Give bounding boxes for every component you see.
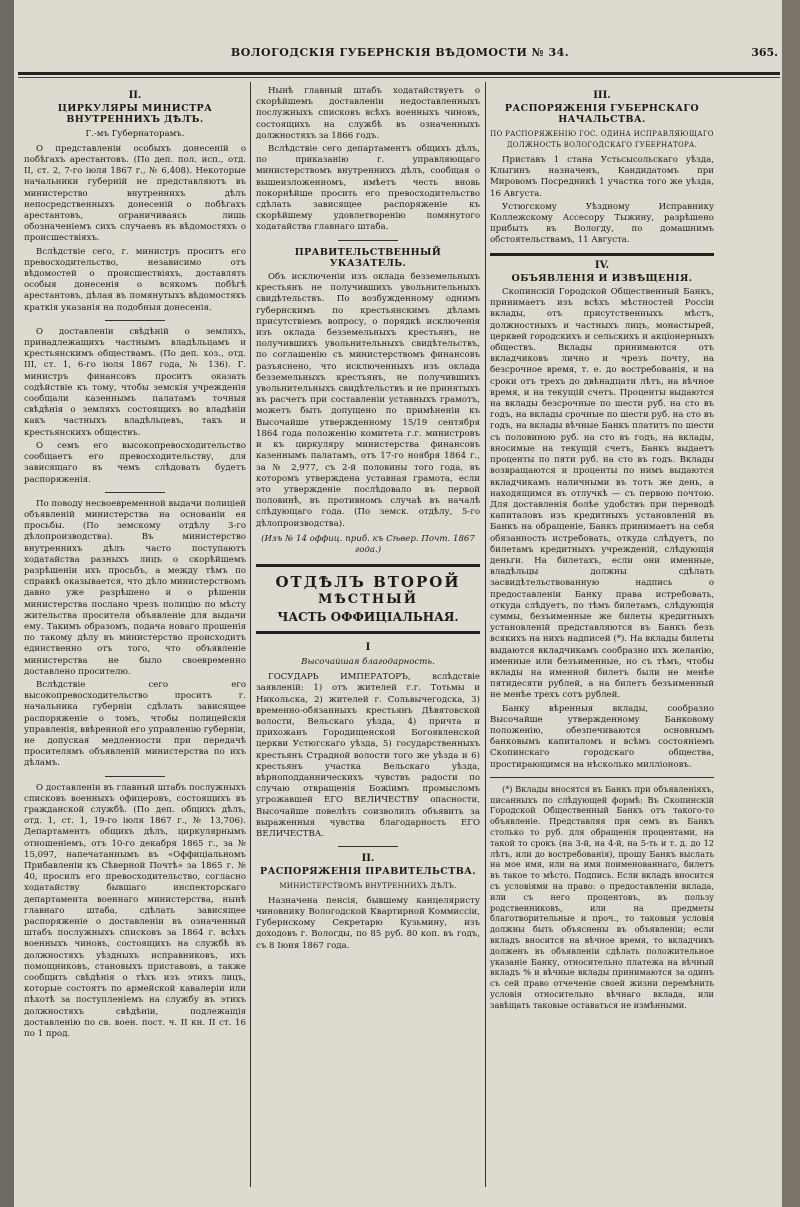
paragraph: Вслѣдствіе сего департаментъ общихъ дѣлъ, по приказанію г. управляющаго министерствомъ внутреннихъ дѣлъ, сообщая о вышеизложенномъ, имѣетъ честь вновь покорнѣйше просить его превосходительство сдѣлать зависящее распоряженіе къ скорѣйшему удовлетворенію помянутого ходатайства главнаго штаба. <box>256 144 480 233</box>
divider <box>105 320 165 321</box>
banner-line-1: ОТДѢЛЪ ВТОРОЙ <box>275 573 461 592</box>
paragraph: По поводу несвоевременной выдачи полиціей объявленій министерства на основаніи ея просьбы. (По земскому отдѣлу 3-го дѣлопроизводства). Въ министерство внутреннихъ дѣлъ часто поступаютъ ходатайства разныхъ лицъ о скорѣйшемъ разрѣшеніи ихъ просьбъ, а между тѣмъ по справкѣ оказывается, что дѣло министерствомъ давно уже разрѣшено и о рѣшеніи министерства послано чрезъ полицію по мѣсту жительства просителя объявленіе для выдачи ему. Такимъ образомъ, подача новаго прошенія по такому дѣлу въ министерство происходитъ единственно отъ того, что объявленіе министерства не было своевременно доставлено просителю. <box>24 498 246 677</box>
newspaper-title: ВОЛОГОДСКІЯ ГУБЕРНСКІЯ ВѢДОМОСТИ № 34. <box>230 46 570 59</box>
column-divider <box>250 82 251 1187</box>
section-heading: РАСПОРЯЖЕНІЯ ПРАВИТЕЛЬСТВА. <box>260 866 476 878</box>
section-number: II. <box>128 90 142 101</box>
column-1 <box>24 86 246 1187</box>
section-number: I <box>365 641 371 653</box>
section-heading: РАСПОРЯЖЕНІЯ ГУБЕРНСКАГО НАЧАЛЬСТВА. <box>504 103 700 126</box>
addressee: Г.-мъ Губернаторамъ. <box>85 128 185 139</box>
paragraph: Вслѣдствіе сего его высокопревосходительство проситъ г. начальника губерніи сдѣлать зависящее распоряженіе о томъ, чтобы полицейскія управленія, ввѣренной его управленію губерніи, не допуская медленности при передачѣ просителямъ объявленій министерства по ихъ дѣламъ. <box>24 679 246 769</box>
section-heading: ОБЪЯВЛЕНІЯ И ИЗВѢЩЕНІЯ. <box>511 272 693 284</box>
paragraph: Нынѣ главный штабъ ходатайствуетъ о скорѣйшемъ доставленіи недоставленныхъ послужныхъ списковъ всѣхъ военныхъ чиновъ, состоящихъ на службѣ въ означенныхъ должностяхъ за 1866 годъ. <box>256 86 480 141</box>
paragraph: О семъ его высокопревосходительство сообщаетъ его превосходительству, для зависящаго въ чемъ слѣдовать будетъ распоряженія. <box>24 440 246 485</box>
paragraph: О доставленіи въ главный штабъ послужныхъ списковъ военныхъ офицеровъ, состоящихъ въ гражданской службѣ. (По деп. общихъ дѣлъ, отд. 1, ст. 1, 19-го іюля 1867 г., № 13,706). Департаментъ общихъ дѣлъ, циркулярнымъ отношеніемъ, отъ 10-го декабря 1865 г., за № 15,097, напечатаннымъ въ «Оффиціальномъ Прибавленіи къ Сѣверной Почтѣ» за 1865 г. № 40, просилъ его превосходительство, согласно ходатайству бывшаго инспекторскаго департамента военнаго министерства, нынѣ главнаго штаба, сдѣлать зависящее распоряженіе о доставленіи въ означенный штабъ послужныхъ списковъ за 1864 г. всѣхъ военныхъ чиновъ, состоящихъ на службѣ въ должностяхъ уѣздныхъ исправниковъ, ихъ помощниковъ, становыхъ приставовъ, а также сообщить свѣдѣнія о тѣхъ изъ этихъ лицъ, которые состоятъ по армейской кавалеріи или пѣхотѣ за поступленіемъ на службу въ этихъ должностяхъ свѣдѣніи, подлежащія доставленію по св. воен. пост. ч. II кн. II ст. 16 по 1 прод. <box>24 782 246 1040</box>
section-heading: ПРАВИТЕЛЬСТВЕННЫЙ УКАЗАТЕЛЬ. <box>294 246 442 269</box>
paragraph: ГОСУДАРЬ ИМПЕРАТОРЪ, вслѣдствіе заявленій: 1) отъ жителей г.г. Тотьмы и Никольска, 2) жителей г. Сольвычегодска, 3) временно-обязанныхъ крестьянъ Дѣвятовской волости, Вельскаго уѣзда, 4) причта и прихожанъ Городищенской Богоявленской церкви Устюгскаго уѣзда, 5) государственныхъ крестьянъ Страдной волости того же уѣзда и 6) крестьянъ участка Вельскаго уѣзда, вѣрноподданническихъ чувствъ радости по случаю отвращенія Божіимъ промысломъ угрожавшей ЕГО ВЕЛИЧЕСТВУ опасности, Высочайше повелѣть соизволилъ объявить за выраженныя чувства благодарность ЕГО ВЕЛИЧЕСТВА. <box>256 672 480 839</box>
page-number: 365. <box>751 46 778 59</box>
divider <box>105 492 165 493</box>
divider <box>338 240 398 241</box>
section-heading: ЦИРКУЛЯРЫ МИНИСТРА ВНУТРЕННИХЪ ДѢЛЪ. <box>57 103 213 126</box>
paragraph: Приставъ 1 стана Устьсысольскаго уѣзда, Клыгинъ назначенъ, Кандидатомъ при Мировомъ Посредникѣ 1 участка того же уѣзда, 16 Августа. <box>490 155 714 199</box>
divider <box>105 776 165 777</box>
paragraph: Устюгскому Уѣздному Исправнику Коллежскому Ассесору Тыжину, разрѣшено прибыть въ Вологду, по домашнимъ обстоятельствамъ, 11 Августа. <box>490 201 714 246</box>
banner-line-3: ЧАСТЬ ОФФИЦІАЛЬНАЯ. <box>277 609 459 624</box>
subsection-title: Высочайшая благодарность. <box>301 656 435 667</box>
section-banner <box>256 564 480 634</box>
paragraph: Объ исключеніи изъ оклада безземельныхъ крестьянъ не получившихъ увольнительныхъ свидѣтельствъ. По возбужденному однимъ губернскимъ по крестьянскимъ дѣламъ присутствіемъ вопросу, о порядкѣ исключенія изъ оклада безземельныхъ крестьянъ, не получившихъ увольнительныхъ свидѣтельствъ, по соглашенію съ министерствомъ финансовъ разъяснено, что исключенныхъ изъ оклада безземельныхъ крестьянъ, не получившихъ увольнительныхъ свидѣтельствъ и не принятыхъ въ расчетъ при составленіи уставныхъ грамотъ, можетъ быть допущено по примѣненіи къ Высочайше утвержденному 15/19 сентября 1864 года положенію комитета г.г. министровъ и къ циркуляру министерства финансовъ казеннымъ палатамъ, отъ 17-го ноября 1864 г., за № 2,977, съ 2-й половины того года, въ которомъ утверждена уставная грамота, если это утвержденіе послѣдовало въ первой половинѣ, въ противномъ случаѣ въ началѣ слѣдующаго года. (По земск. отдѣлу, 5-го дѣлопроизводства). <box>256 272 480 529</box>
ministry-label: МИНИСТЕРСТВОМЪ ВНУТРЕННИХЪ ДѢЛЪ. <box>279 881 457 890</box>
header-rule <box>18 72 780 75</box>
section-number: IV. <box>594 259 610 271</box>
column-2 <box>256 86 480 1187</box>
divider <box>490 777 714 778</box>
paragraph: Вслѣдствіе сего, г. министръ проситъ его превосходительство, независимо отъ вѣдомостей о происшествіяхъ, доставлять особыя донесенія о всякомъ побѣгѣ арестантовъ, дѣлая въ помянутыхъ вѣдомостяхъ краткія указанія на подобныя донесенія. <box>24 246 246 313</box>
paragraph: Назначена пенсія, бывшему канцеляристу чиновнику Вологодской Квартирной Коммиссіи, Губернскому Секретарю Кузьмину, изъ доходовъ г. Вологды, по 85 руб. 80 коп. въ годъ, съ 8 Іюня 1867 года. <box>256 895 480 951</box>
subheading: ПО РАСПОРЯЖЕНІЮ ГОС. ОДИНА ИСПРАВЛЯЮЩАГО ДОЛЖНОСТЬ ВОЛОГОДСКАГО ГУБЕРНАТОРА. <box>490 129 714 149</box>
paragraph: Скопинскій Городской Общественный Банкъ, принимаетъ изъ всѣхъ мѣстностей Россіи вклады, отъ присутственныхъ мѣстъ, должностныхъ и частныхъ лицъ, монастырей, церквей городскихъ и сельскихъ и акціонерныхъ обществъ. Вклады принимаются отъ вкладчиковъ лично и чрезъ почту, на безсрочное время, т. е. до востребованія, и на сроки отъ трехъ до двѣнадцати лѣтъ, на вѣчное время, и на текущій счетъ. Проценты выдаются на вклады безсрочные по шести руб. на сто въ годъ, на вклады срочные по шести руб. на сто въ годъ, на вклады вѣчные Банкъ платитъ по шести съ половиною руб. на сто въ годъ, на вклады, вносимые на текущій счетъ, Банкъ выдаетъ проценты по пяти руб. на сто въ годъ. Вклады возвращаются и проценты по нимъ выдаются вкладчикамъ наличными въ тотъ же день, а находящимся въ отлучкѣ — съ первою почтою. Для доставленія болѣе удобствъ при переводѣ капиталовъ изъ кредитныхъ установленій въ Банкъ на обращеніе, Банкъ принимаетъ на себя обязанность истребовать, откуда слѣдуетъ, по билетамъ кредитныхъ учрежденій, слѣдующія деньги. На билетахъ, если они именные, владѣльцы должны сдѣлать засвидѣтельствованную надпись о предоставленіи Банку права истребовать, откуда слѣдуетъ, по тѣмъ билетамъ, слѣдующія суммы, безъименные же билеты кредитныхъ установленій представляются въ Банкъ безъ всякихъ на нихъ надписей (*). На вклады билеты выдаются вкладчикамъ сообразно ихъ желанію, именные или безъименные, но съ тѣмъ, чтобы вклады на именной билетъ были не менѣе пятидесяти рублей, а на билетъ безъименный не менѣе трехъ сотъ рублей. <box>490 287 714 701</box>
page-header <box>20 46 780 68</box>
paragraph: О доставленіи свѣдѣній о земляхъ, принадлежащихъ частнымъ владѣльцамъ и крестьянскимъ обществамъ. (По деп. хоз., отд. III, ст. 1, 6-го іюля 1867 года, № 136). Г. министръ финансовъ проситъ оказать содѣйствіе къ тому, чтобы земскія учрежденія сообщали казеннымъ палатамъ точныя свѣдѣнія о земляхъ состоящихъ во владѣніи какъ частныхъ владѣльцевъ, такъ и крестьянскихъ обществъ. <box>24 326 246 438</box>
footnote: (*) Вклады вносятся въ Банкъ при объявленіяхъ, писанныхъ по слѣдующей формѣ: Въ Скопинскій Городской Общественный Банкъ отъ такого-то объявленіе. Представляя при семъ въ Банкъ столько то руб. для обращенія процентами, на такой то срокъ (на 3-й, на 4-й, на 5-ть и т. д. до 12 лѣтъ, или до востребованія), прошу Банкъ выслать на мое имя, или на имя поименованнаго, билетъ въ такое то мѣсто. Подпись. Если вкладъ вносится съ условіями на право: о предоставленіи вклада, или съ него процентовъ, въ пользу родственниковъ, или на предметы благотворительные и проч., то таковыя условія должны быть объяснены въ объявленіи; если вкладъ вносится на вѣчное время, то вкладчикъ долженъ въ объявленіи сдѣлать положительное указаніе Банку, относительно платежа на вѣчный вкладъ % и вѣчные вклады принимаются за одинъ съ сей право отчеченіе своей жизни перемѣнить условія относительно вѣчнаго вклада, или завѣщать таковые оставаться не измѣнными. <box>490 783 714 1010</box>
divider-thick <box>490 253 714 256</box>
page-edge-left <box>0 0 14 1207</box>
header-rule-thin <box>18 77 780 78</box>
page-edge-right <box>782 0 800 1207</box>
column-divider <box>485 82 486 1187</box>
divider <box>338 846 398 847</box>
source-note: (Изъ № 14 оффиц. приб. къ Сѣвер. Почт. 1867 года.) <box>261 533 475 555</box>
paragraph: О представленіи особыхъ донесеній о побѣгахъ арестантовъ. (По деп. пол. исп., отд. II, ст. 2, 7-го іюля 1867 г., № 6,408). Некоторые начальники губерній не представляютъ въ министерство внутреннихъ дѣлъ непосредственныхъ донесеній о побѣгахъ арестантовъ, ограничиваясь лишь обозначеніемъ сихъ случаевъ въ вѣдомостяхъ о происшествіяхъ. <box>24 143 246 244</box>
banner-line-2: МѢСТНЫЙ <box>317 592 419 608</box>
paragraph: Банку вѣренныя вклады, сообразно Высочайше утвержденному Банковому положенію, обезпечиваются основнымъ банковымъ капиталомъ и всѣмъ состояніемъ Скопинскаго городскаго общества, простирающимся на нѣсколько милліоновъ. <box>490 703 714 770</box>
column-3 <box>490 86 714 1187</box>
section-number: II. <box>361 853 375 865</box>
section-number: III. <box>593 90 611 101</box>
